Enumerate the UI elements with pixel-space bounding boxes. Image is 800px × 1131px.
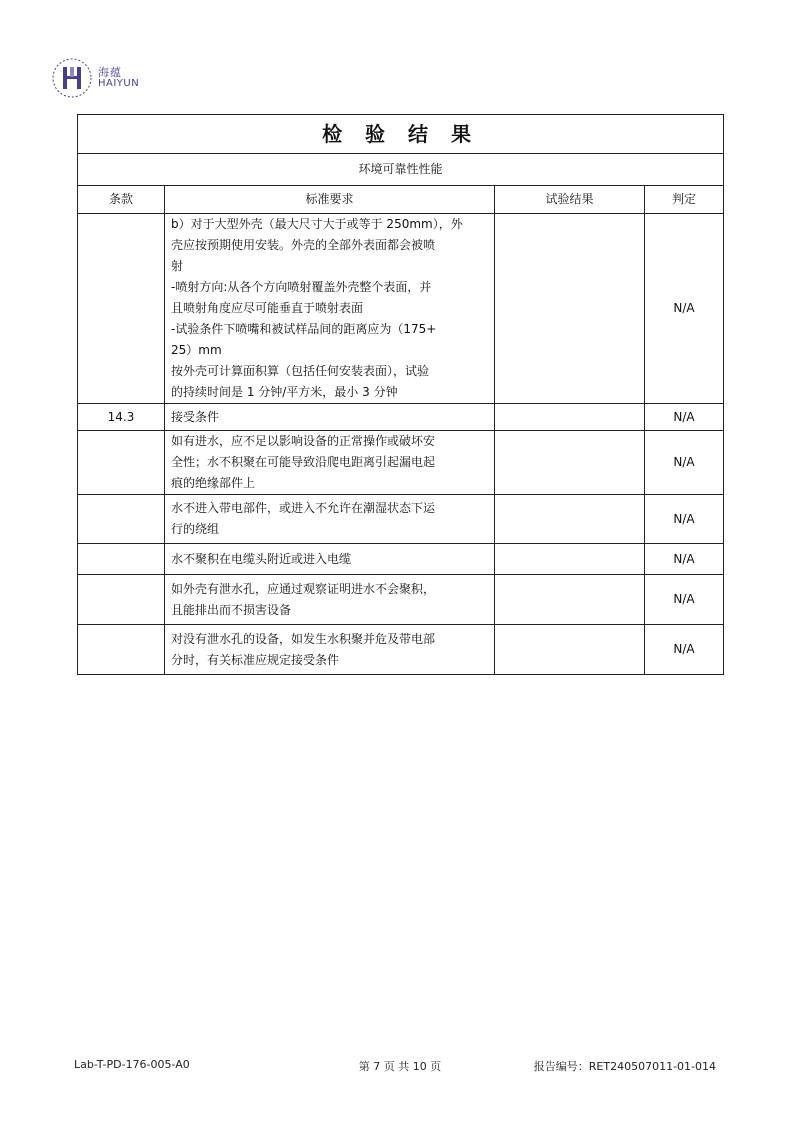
requirement-cell <box>165 495 495 544</box>
requirement-line: 且能排出而不损害设备 <box>171 602 292 617</box>
requirement-line: 的持续时间是 1 分钟/平方米，最小 3 分钟 <box>171 385 398 399</box>
clause-cell: 14.3 <box>78 404 165 431</box>
clause-cell <box>78 431 165 495</box>
header-row <box>78 186 724 214</box>
table-body <box>78 214 724 675</box>
result-cell <box>495 404 645 431</box>
verdict-cell: N/A <box>645 404 724 431</box>
requirement-line: 如外壳有泄水孔，应通过观察证明进水不会聚积， <box>171 581 436 596</box>
clause-cell <box>78 544 165 575</box>
logo-mark-icon <box>50 56 94 100</box>
table-subtitle: 环境可靠性性能 <box>78 154 724 186</box>
clause-cell <box>78 214 165 404</box>
column-header-result: 试验结果 <box>495 186 645 214</box>
logo-english-name: HAIYUN <box>98 78 140 89</box>
verdict-cell: N/A <box>645 625 724 675</box>
requirement-line: 按外壳可计算面积算（包括任何安装表面），试验 <box>171 364 430 378</box>
table-row <box>78 544 724 575</box>
result-cell <box>495 575 645 625</box>
table-row <box>78 431 724 495</box>
verdict-cell: N/A <box>645 431 724 495</box>
column-header-verdict: 判定 <box>645 186 724 214</box>
requirement-line: 行的绕组 <box>171 522 220 536</box>
footer-report-number: 报告编号：RET240507011-01-014 <box>533 1060 716 1073</box>
table-row <box>78 625 724 675</box>
logo-chinese-name: 海蕴 <box>98 66 122 79</box>
footer-doc-code: Lab-T-PD-176-005-A0 <box>74 1058 190 1071</box>
clause-cell <box>78 625 165 675</box>
clause-cell <box>78 495 165 544</box>
requirement-line: 且喷射角度应尽可能垂直于喷射表面 <box>171 301 364 315</box>
requirement-cell <box>165 214 495 404</box>
column-header-requirement: 标准要求 <box>165 186 495 214</box>
verdict-cell: N/A <box>645 214 724 404</box>
requirement-cell <box>165 625 495 675</box>
result-cell <box>495 431 645 495</box>
result-cell <box>495 214 645 404</box>
requirement-line: 痕的绝缘部件上 <box>171 476 256 490</box>
requirement-cell <box>165 404 495 431</box>
requirement-cell <box>165 431 495 495</box>
column-header-clause: 条款 <box>78 186 165 214</box>
requirement-cell <box>165 544 495 575</box>
table-row <box>78 575 724 625</box>
requirement-line: 25）mm <box>171 343 222 357</box>
requirement-line: b）对于大型外壳（最大尺寸大于或等于 250mm），外 <box>171 217 463 231</box>
verdict-cell: N/A <box>645 544 724 575</box>
requirement-line: -试验条件下喷嘴和被试样品间的距离应为（175+ <box>171 322 437 336</box>
result-cell <box>495 625 645 675</box>
table-title: 检 验 结 果 <box>78 115 724 154</box>
requirement-line: 水不进入带电部件，或进入不允许在潮湿状态下运 <box>171 501 436 515</box>
requirement-line: 壳应按预期使用安装。外壳的全部外表面都会被喷 <box>171 238 436 252</box>
table-row <box>78 214 724 404</box>
title-row <box>78 115 724 154</box>
clause-cell <box>78 575 165 625</box>
company-logo <box>50 56 170 100</box>
table-row <box>78 404 724 431</box>
subtitle-row <box>78 154 724 186</box>
requirement-line: -喷射方向:从各个方向喷射覆盖外壳整个表面，并 <box>171 280 432 294</box>
requirement-line: 接受条件 <box>171 409 220 424</box>
requirement-line: 全性；水不积聚在可能导致沿爬电距离引起漏电起 <box>171 455 436 469</box>
requirement-line: 对没有泄水孔的设备，如发生水积聚并危及带电部 <box>171 631 436 646</box>
table-row <box>78 495 724 544</box>
results-table <box>77 114 724 675</box>
requirement-line: 分时，有关标准应规定接受条件 <box>171 652 340 667</box>
verdict-cell: N/A <box>645 495 724 544</box>
footer-page-info: 第 7 页 共 10 页 <box>358 1060 442 1073</box>
requirement-line: 射 <box>171 259 184 273</box>
verdict-cell: N/A <box>645 575 724 625</box>
result-cell <box>495 544 645 575</box>
result-cell <box>495 495 645 544</box>
requirement-line: 水不聚积在电缆头附近或进入电缆 <box>171 551 352 566</box>
requirement-cell <box>165 575 495 625</box>
requirement-line: 如有进水，应不足以影响设备的正常操作或破坏安 <box>171 434 436 448</box>
